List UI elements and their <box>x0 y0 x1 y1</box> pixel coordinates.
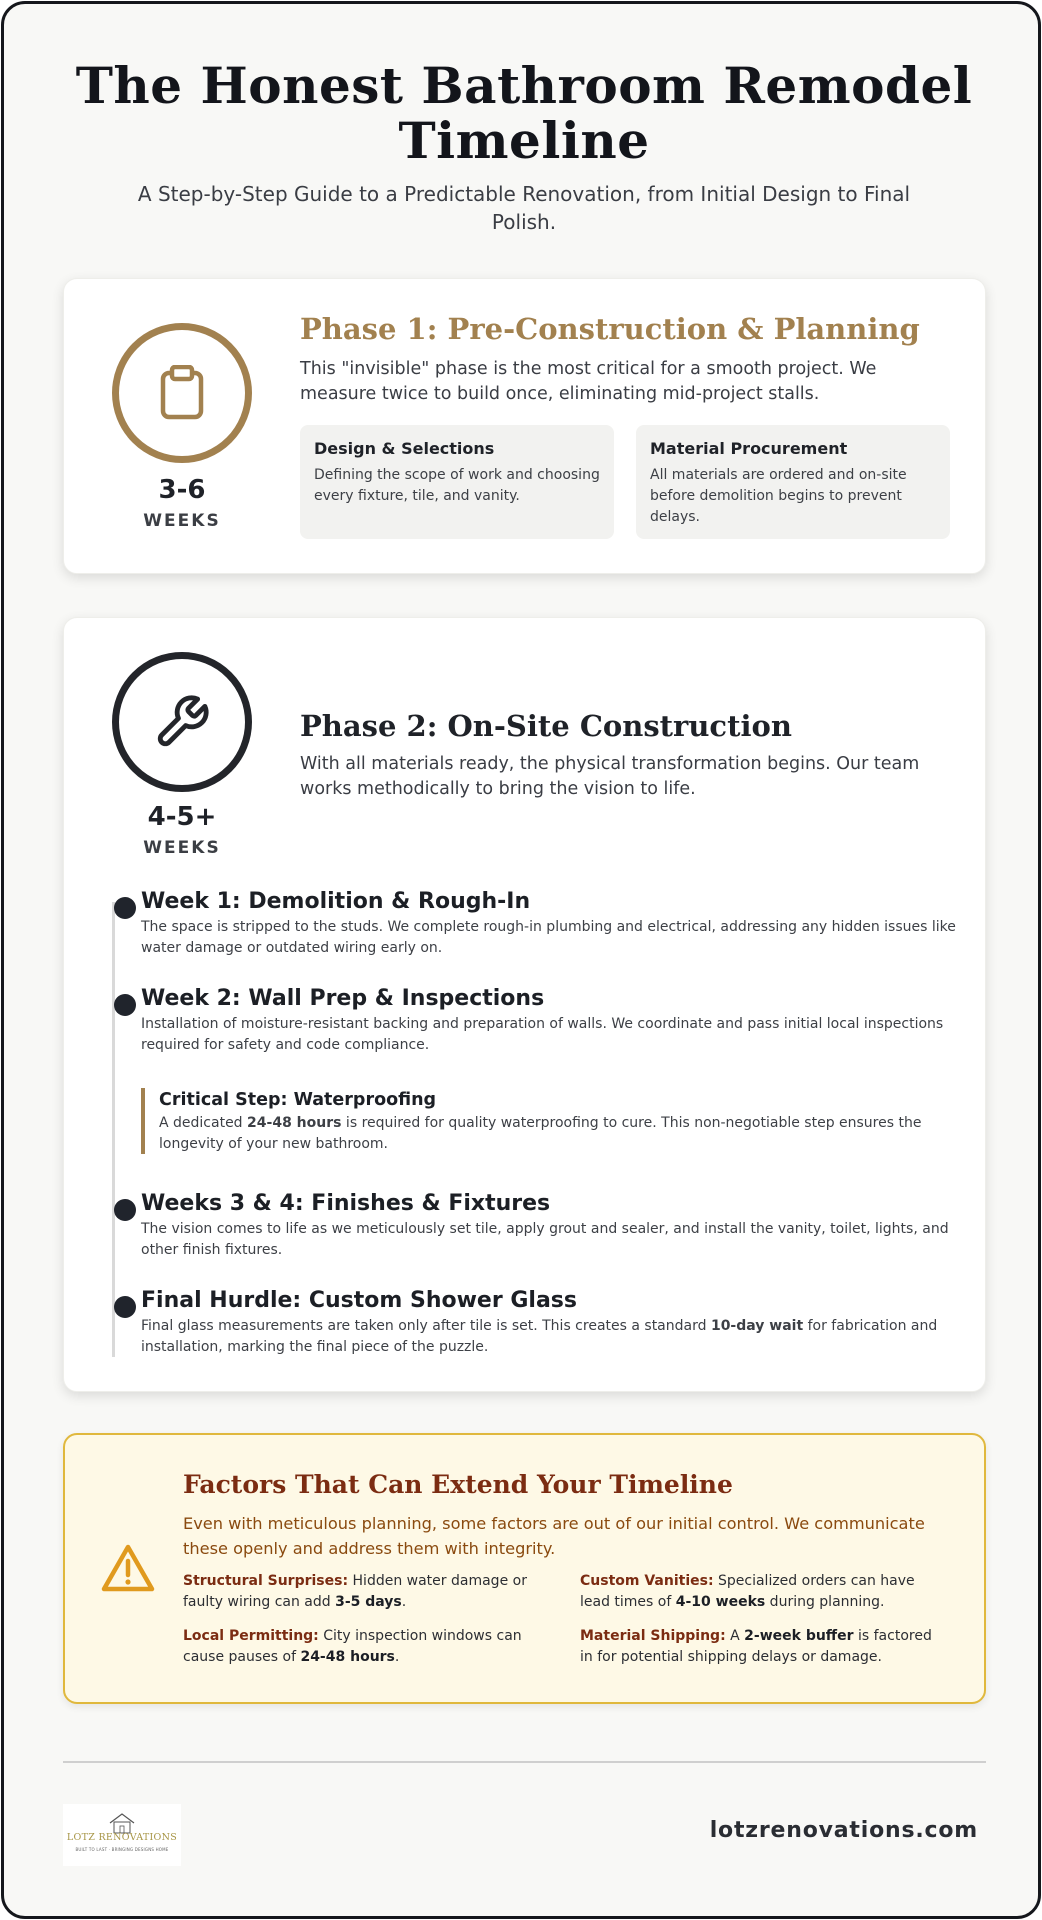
phase1-description: This "invisible" phase is the most critical for a smooth project. We measure twice to build once, eliminating mid-project stalls. <box>300 359 877 404</box>
factors-description: Even with meticulous planning, some factors are out of our initial control. We communicate these openly and address them with integrity. <box>183 1514 925 1558</box>
step-text: The vision comes to life as we meticulously set tile, apply grout and sealer, and install the vanity, toilet, lights, and other finish fixtures. <box>141 1221 949 1258</box>
timeline-factors-box <box>63 1433 986 1704</box>
wrench-icon <box>153 693 211 751</box>
timeline-dot <box>114 994 136 1016</box>
factor-local-permitting: Local Permitting: City inspection windows can cause pauses of 24-48 hours. <box>183 1628 522 1665</box>
timeline-dot <box>114 1296 136 1318</box>
phase2-description: With all materials ready, the physical transformation begins. Our team works methodically to bring the vision to life. <box>300 754 920 799</box>
timeline-dot <box>114 897 136 919</box>
subcard-text: Defining the scope of work and choosing every fixture, tile, and vanity. <box>314 467 600 504</box>
critical-text: A dedicated 24-48 hours is required for quality waterproofing to cure. This non-negotiable step ensures the longevity of your new bathroom. <box>159 1115 922 1152</box>
step-title: Weeks 3 & 4: Finishes & Fixtures <box>141 1191 551 1216</box>
house-logo-icon <box>107 1812 137 1834</box>
logo-tagline: BUILT TO LAST · BRINGING DESIGNS HOME <box>75 1847 169 1852</box>
timeline-step-week1 <box>141 888 961 959</box>
subcard-title: Design & Selections <box>314 439 495 458</box>
phase1-subcard-design <box>300 425 614 539</box>
subcard-text: All materials are ordered and on-site before demolition begins to prevent delays. <box>650 467 907 525</box>
clipboard-icon <box>157 365 207 421</box>
logo-text: LOTZ RENOVATIONS <box>66 1832 178 1843</box>
factor-custom-vanities: Custom Vanities: Specialized orders can have lead times of 4-10 weeks during planning. <box>580 1573 915 1610</box>
phase1-icon-circle <box>112 323 252 463</box>
timeline-dot <box>114 1199 136 1221</box>
phase1-duration: 3-6 <box>158 475 206 505</box>
timeline-step-shower-glass <box>141 1287 961 1358</box>
step-title: Week 2: Wall Prep & Inspections <box>141 986 545 1011</box>
timeline-step-weeks3-4 <box>141 1190 961 1261</box>
phase1-card <box>63 278 986 574</box>
page-title: The Honest Bathroom Remodel Timeline <box>75 56 973 170</box>
website-link[interactable]: lotzrenovations.com <box>709 1818 978 1843</box>
footer-divider <box>63 1761 986 1763</box>
factor-structural-surprises: Structural Surprises: Hidden water damage or faulty wiring can add 3-5 days. <box>183 1573 527 1610</box>
phase2-icon-circle <box>112 652 252 792</box>
phase2-card <box>63 617 986 1392</box>
phase2-duration: 4-5+ <box>147 802 217 832</box>
factors-title: Factors That Can Extend Your Timeline <box>183 1470 733 1499</box>
phase1-duration-unit: WEEKS <box>143 511 221 531</box>
infographic-frame <box>1 1 1041 1919</box>
step-title: Week 1: Demolition & Rough-In <box>141 889 531 914</box>
critical-title: Critical Step: Waterproofing <box>159 1090 437 1110</box>
company-logo[interactable] <box>63 1804 181 1866</box>
phase1-subcard-procurement <box>636 425 950 539</box>
step-text: Final glass measurements are taken only after tile is set. This creates a standard 10-day wait for fabrication and installation, marking the final piece of the puzzle. <box>141 1318 938 1355</box>
page-subtitle: A Step-by-Step Guide to a Predictable Renovation, from Initial Design to Final Polish. <box>137 182 911 234</box>
step-text: The space is stripped to the studs. We complete rough-in plumbing and electrical, addressing any hidden issues like water damage or outdated wiring early on. <box>141 919 956 956</box>
timeline-step-week2 <box>141 985 961 1056</box>
warning-icon <box>100 1543 156 1593</box>
phase2-duration-unit: WEEKS <box>143 838 221 858</box>
factor-material-shipping: Material Shipping: A 2-week buffer is factored in for potential shipping delays or damage. <box>580 1628 932 1665</box>
phase1-title: Phase 1: Pre-Construction & Planning <box>300 312 920 346</box>
step-title: Final Hurdle: Custom Shower Glass <box>141 1288 577 1313</box>
subcard-title: Material Procurement <box>650 439 848 458</box>
phase2-title: Phase 2: On-Site Construction <box>300 709 792 743</box>
timeline-line <box>112 902 115 1357</box>
step-text: Installation of moisture-resistant backing and preparation of walls. We coordinate and pass initial local inspections required for safety and code compliance. <box>141 1016 944 1053</box>
critical-step-callout <box>141 1088 941 1154</box>
